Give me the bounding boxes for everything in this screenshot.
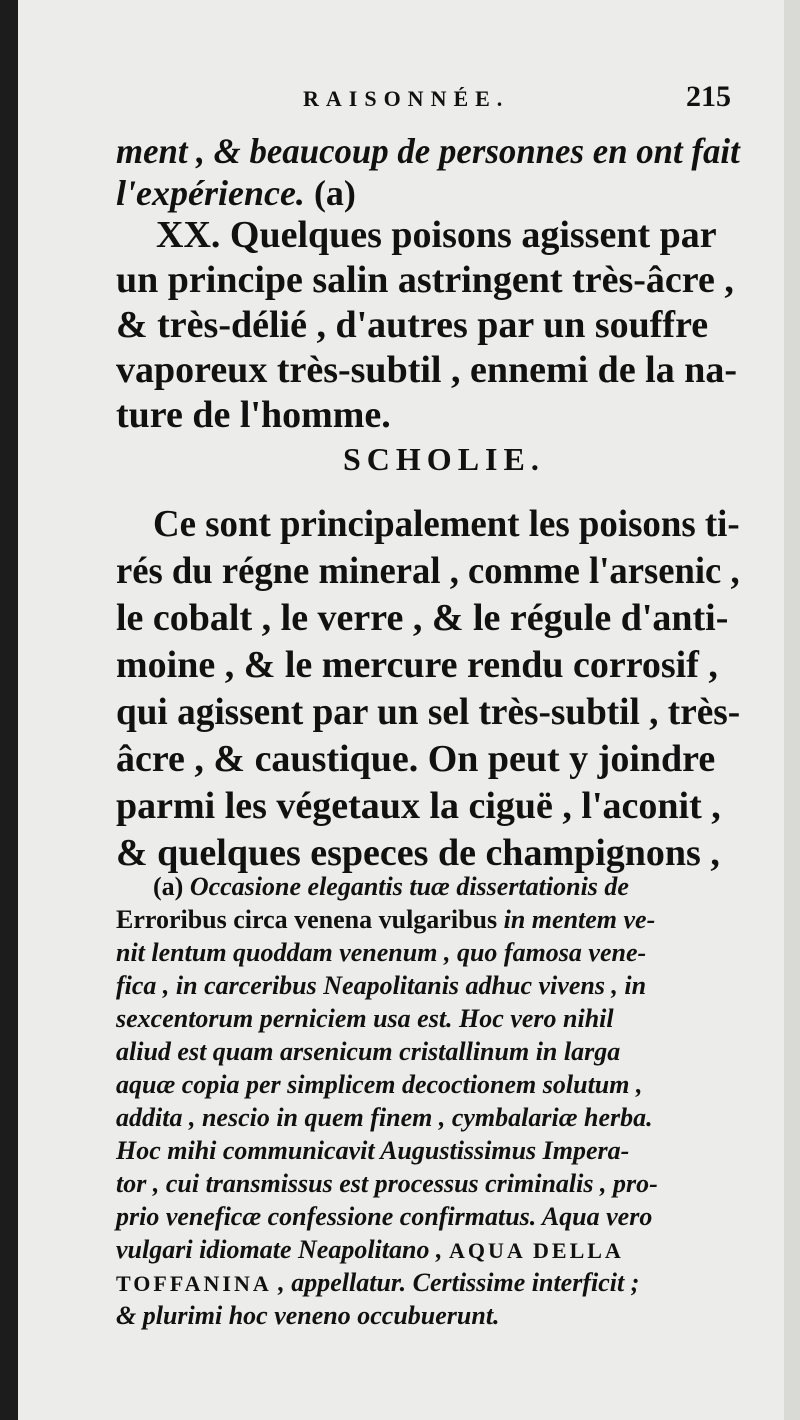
paragraph-line: un principe salin astringent très-âcre , [116, 259, 734, 301]
running-title: RAISONNÉE. [303, 86, 510, 111]
scholie-line: & quelques especes de champignons , [116, 832, 720, 874]
scholie-line: moine , & le mercure rendu corrosif , [116, 644, 718, 686]
footnote-line: sexcentorum perniciem usa est. Hoc vero nihil [116, 1004, 614, 1033]
footnote-line: prio veneficæ confessione confirmatus. Aqua vero [116, 1202, 653, 1231]
footnote-line: aliud est quam arsenicum cristallinum in larga [116, 1037, 621, 1066]
paragraph-line: vaporeux très-subtil , ennemi de la na- [116, 349, 738, 391]
footnote-italic-text: in mentem ve- [503, 905, 656, 934]
continuation-line-1: ment , & beaucoup de personnes en ont fait [116, 131, 740, 171]
scholie-line: rés du régne mineral , comme l'arsenic , [116, 550, 740, 592]
small-caps-text: AQUA DELLA [448, 1238, 624, 1263]
footnote-line: Hoc mihi communicavit Augustissimus Impera- [116, 1136, 630, 1165]
scholie-line: âcre , & caustique. On peut y joindre [116, 738, 716, 780]
footnote-line: addita , nescio in quem finem , cymbalariæ herba. [116, 1103, 653, 1132]
paragraph-line: & très-délié , d'autres par un souffre [116, 304, 709, 346]
scholie-line: qui agissent par un sel très-subtil , très- [116, 691, 741, 733]
footnote-line: tor , cui transmissus est processus criminalis , pro- [116, 1169, 658, 1198]
footnote-line [116, 1235, 624, 1265]
footnote-text: Occasione elegantis tuæ dissertationis de [189, 872, 629, 901]
footnote-line [116, 905, 655, 935]
small-caps-text: TOFFANINA [116, 1271, 272, 1296]
footnote-marker: (a) [153, 872, 184, 901]
continuation-text: l'expérience. [116, 173, 305, 213]
scholie-line: Ce sont principalement les poisons ti- [153, 503, 740, 545]
paragraph-line: XX. Quelques poisons agissent par [156, 214, 717, 256]
scholie-line: parmi les végetaux la ciguë , l'aconit , [116, 785, 721, 827]
book-page [18, 0, 784, 1420]
footnote-line: fica , in carceribus Neapolitanis adhuc vivens , in [116, 971, 647, 1000]
footnote-text: , appellatur. Certissime interficit ; [278, 1268, 640, 1297]
scholie-line: le cobalt , le verre , & le régule d'anti- [116, 597, 729, 639]
footnote-line [116, 1268, 639, 1298]
section-heading: SCHOLIE. [343, 441, 545, 477]
continuation-line-2 [116, 172, 356, 214]
footnote-text: vulgari idiomate Neapolitano , [116, 1235, 443, 1264]
footnote-line [153, 872, 629, 902]
footnote-line: nit lentum quoddam venenum , quo famosa vene- [116, 938, 647, 967]
footnote-line: & plurimi hoc veneno occubuerunt. [116, 1301, 500, 1330]
page-number: 215 [686, 80, 731, 113]
footnote-line: aquæ copia per simplicem decoctionem solutum , [116, 1070, 643, 1099]
footnote-reference: (a) [313, 173, 356, 213]
footnote-roman-text: Erroribus circa venena vulgaribus [116, 905, 498, 934]
page-edge [784, 0, 800, 1420]
paragraph-line: ture de l'homme. [116, 394, 391, 436]
